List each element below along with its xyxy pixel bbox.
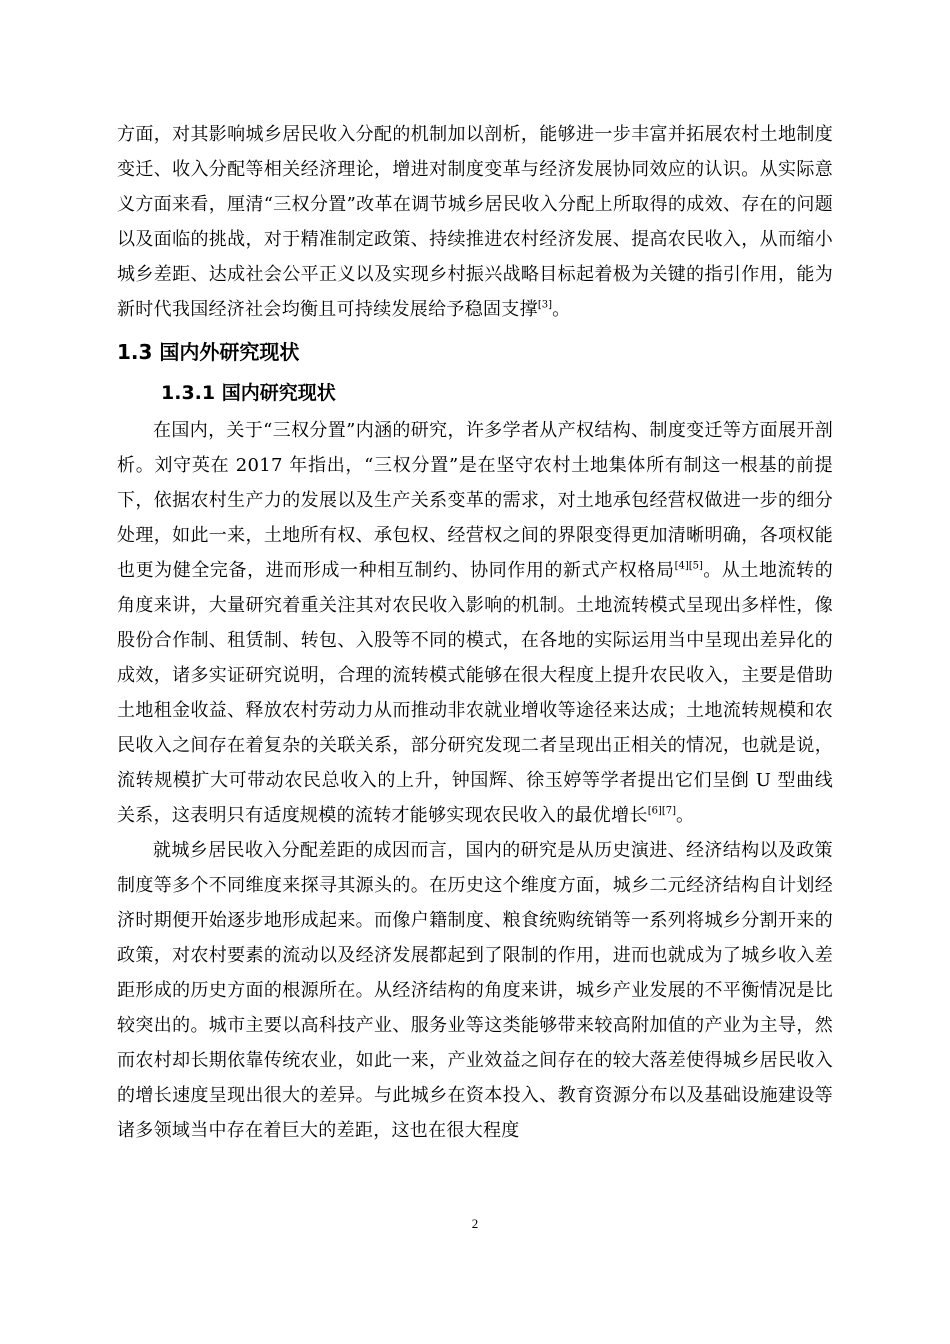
section-heading-research-status: 1.3 国内外研究现状 (117, 340, 300, 364)
paragraph-significance-end: 。 (552, 299, 571, 320)
citation-6-7: [6][7] (647, 805, 677, 817)
page-content (117, 117, 833, 1148)
paragraph-significance-text: 方面，对其影响城乡居民收入分配的机制加以剖析，能够进一步丰富并拓展农村土地制度变迁、收入分配等相关经济理论，增进对制度变革与经济发展协同效应的认识。从实际意义方面来看，厘清“三权分置”改革在调节城乡居民收入分配上所取得的成效、存在的问题以及面临的挑战，对于精准制定政策、持续推进农村经济发展、提高农民收入，从而缩小城乡差距、达成社会公平正义以及实现乡村振兴战略目标起着极为关键的指引作用，能为新时代我国经济社会均衡且可持续发展给予稳固支撑 (117, 124, 833, 320)
page-number: 2 (471, 1216, 479, 1231)
citation-3: [3] (537, 299, 553, 311)
paragraph-income-gap-causes: 就城乡居民收入分配差距的成因而言，国内的研究是从历史演进、经济结构以及政策制度等多个不同维度来探寻其源头的。在历史这个维度方面，城乡二元经济结构自计划经济时期便开始逐步地形成起来。而像户籍制度、粮食统购统销等一系列将城乡分割开来的政策，对农村要素的流动以及经济发展都起到了限制的作用，进而也就成为了城乡收入差距形成的历史方面的根源所在。从经济结构的角度来讲，城乡产业发展的不平衡情况是比较突出的。城市主要以高科技产业、服务业等这类能够带来较高附加值的产业为主导，然而农村却长期依靠传统农业，如此一来，产业效益之间存在的较大落差使得城乡居民收入的增长速度呈现出很大的差异。与此城乡在资本投入、教育资源分布以及基础设施建设等诸多领域当中存在着巨大的差距，这也在很大程度 (117, 840, 833, 1141)
paragraph-domestic-text-2: 。从土地流转的角度来讲，大量研究着重关注其对农民收入影响的机制。土地流转模式呈现出多样性，像股份合作制、租赁制、转包、入股等不同的模式，在各地的实际运用当中呈现出差异化的成效，诸多实证研究说明，合理的流转模式能够在很大程度上提升农民收入，主要是借助土地租金收益、释放农村劳动力从而推动非农就业增收等途径来达成；土地流转规模和农民收入之间存在着复杂的关联关系，部分研究发现二者呈现出正相关的情况，也就是说，流转规模扩大可带动农民总收入的上升，钟国辉、徐玉婷等学者提出它们呈倒 U 型曲线关系，这表明只有适度规模的流转才能够实现农民收入的最优增长 (117, 560, 834, 826)
paragraph-domestic-text-1: 在国内，关于“三权分置”内涵的研究，许多学者从产权结构、制度变迁等方面展开剖析。刘守英在 2017 年指出，“三权分置”是在坚守农村土地集体所有制这一根基的前提下，依据农村生产力的发展以及生产关系变革的需求，对土地承包经营权做进一步的细分处理，如此一来，土地所有权、承包权、经营权之间的界限变得更加清晰明确，各项权能也更为健全完备，进而形成一种相互制约、协同作用的新式产权格局 (117, 420, 833, 581)
paragraph-domestic-research (117, 413, 833, 833)
citation-4-5: [4][5] (674, 560, 703, 572)
paragraph-significance (117, 117, 833, 327)
subsection-heading-domestic-research: 1.3.1 国内研究现状 (161, 382, 336, 404)
paragraph-domestic-end: 。 (676, 805, 695, 826)
